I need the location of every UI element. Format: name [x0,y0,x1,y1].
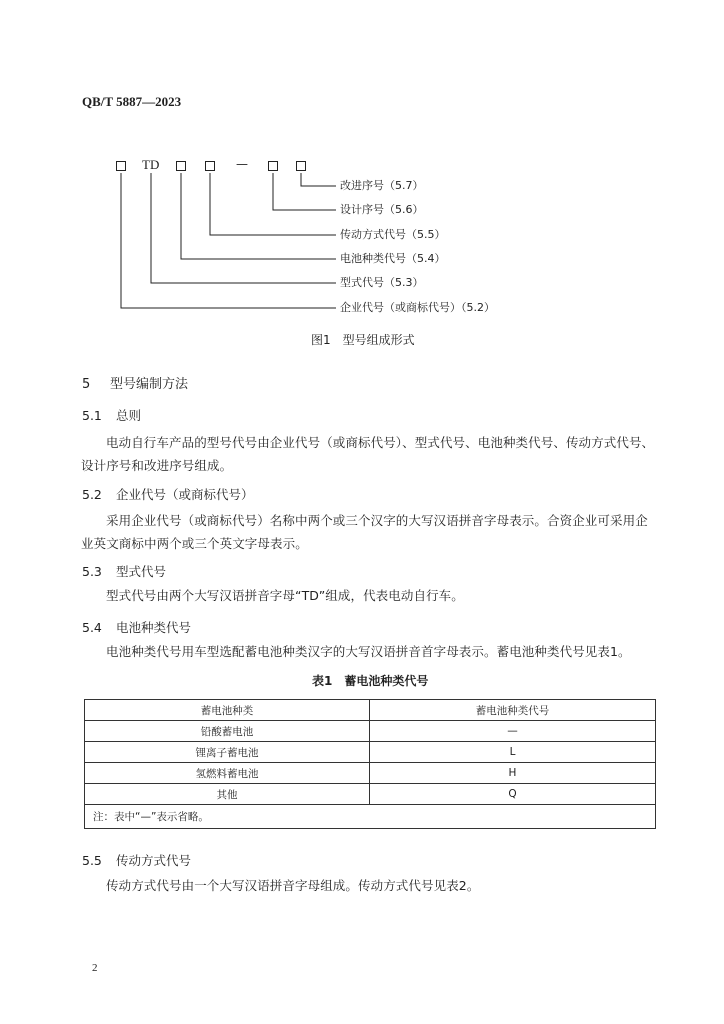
battery-type-table [84,699,656,829]
table-note-row [85,805,656,829]
section-title: 传动方式代号 [116,853,192,868]
section-5-2-heading [82,485,254,503]
table-header-row [85,700,656,721]
section-5-1-text: 电动自行车产品的型号代号由企业代号（或商标代号）、型式代号、电池种类代号、传动方式代号、设计序号和改进序号组成。 [81,435,655,473]
section-5-2-text: 采用企业代号（或商标代号）名称中两个或三个汉字的大写汉语拼音字母表示。合资企业可采用企业英文商标中两个或三个英文字母表示。 [81,513,648,551]
table-cell: 氢燃料蓄电池 [85,763,370,784]
table-cell: 锂离子蓄电池 [85,742,370,763]
table-row [85,763,656,784]
label-battery-code: 电池种类代号（5.4） [340,252,446,265]
table-row [85,721,656,742]
section-5-4-heading [82,618,191,636]
section-5-5-text: 传动方式代号由一个大写汉语拼音字母组成。传动方式代号见表2。 [106,878,480,893]
section-5-1-heading [82,406,141,424]
label-enterprise-code: 企业代号（或商标代号）（5.2） [340,301,495,314]
section-5-3-heading [82,562,166,580]
table-cell: H [370,763,656,784]
section-number: 5.2 [82,487,102,502]
label-type-code: 型式代号（5.3） [340,276,424,289]
section-number: 5.3 [82,564,102,579]
type-code-td: TD [142,157,160,172]
section-title: 电池种类代号 [116,620,192,635]
section-5-heading [82,373,188,392]
section-number: 5 [82,377,91,392]
label-transmission-code: 传动方式代号（5.5） [340,228,446,241]
section-5-3-text: 型式代号由两个大写汉语拼音字母“TD”组成，代表电动自行车。 [106,588,464,603]
section-number: 5.1 [82,408,102,423]
label-improvement-number: 改进序号（5.7） [340,179,424,192]
table-cell: L [370,742,656,763]
figure-caption: 图1 型号组成形式 [311,333,415,347]
standard-code: QB/T 5887—2023 [82,94,182,109]
table-header-cell: 蓄电池种类代号 [370,700,656,721]
section-5-5-heading [82,851,191,869]
label-design-number: 设计序号（5.6） [340,203,424,216]
section-5-4-text: 电池种类代号用车型选配蓄电池种类汉字的大写汉语拼音首字母表示。蓄电池种类代号见表1。 [106,644,631,659]
table-row [85,784,656,805]
table-cell: — [370,721,656,742]
table-row [85,742,656,763]
table-note: 注：表中“—”表示省略。 [85,805,656,829]
section-title: 总则 [116,408,142,423]
section-title: 企业代号（或商标代号） [116,487,254,502]
page-number: 2 [92,962,98,974]
table-header-cell: 蓄电池种类 [85,700,370,721]
section-number: 5.4 [82,620,102,635]
table-caption: 表1 蓄电池种类代号 [312,674,429,688]
table-cell: 其他 [85,784,370,805]
dash-separator: — [236,157,248,171]
section-number: 5.5 [82,853,102,868]
table-cell: 铅酸蓄电池 [85,721,370,742]
section-title: 型式代号 [116,564,167,579]
section-title: 型号编制方法 [110,377,189,392]
table-cell: Q [370,784,656,805]
